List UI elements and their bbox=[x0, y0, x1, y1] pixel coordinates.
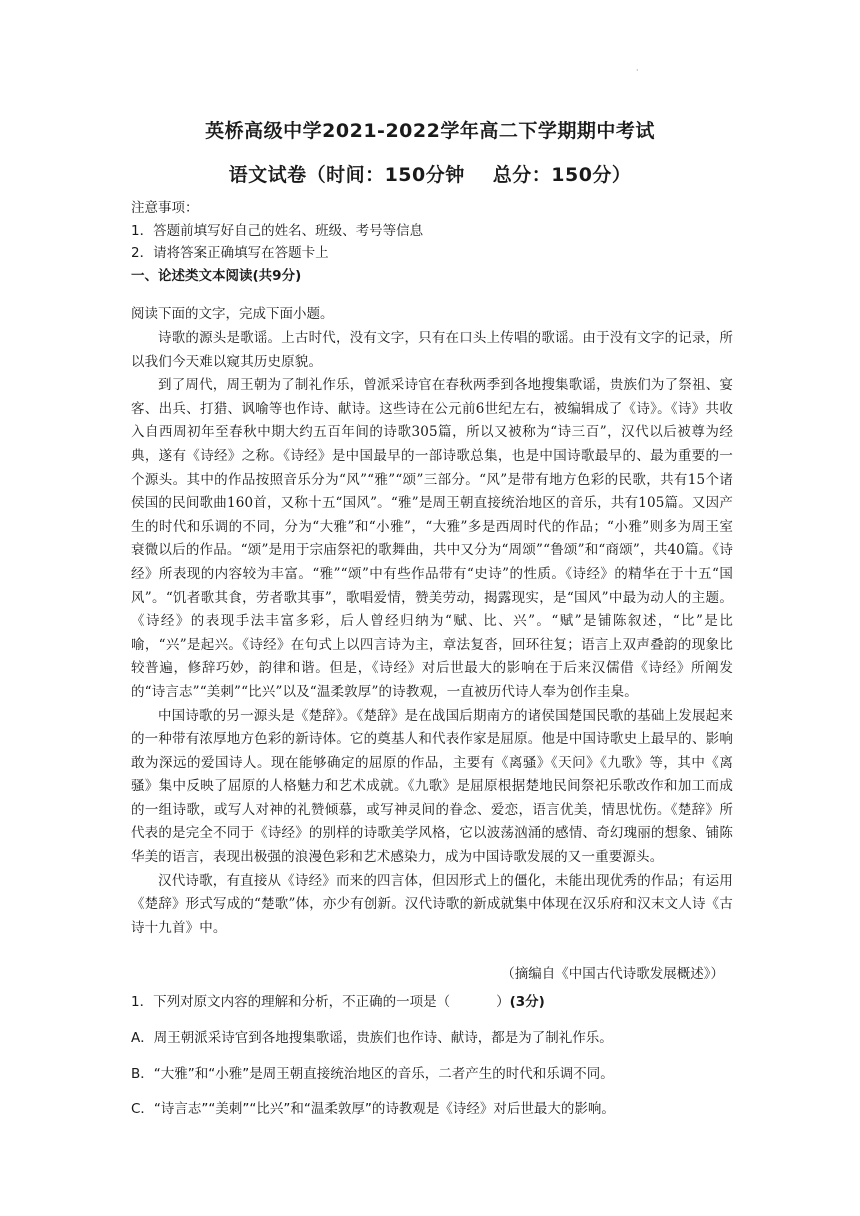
notes-block bbox=[131, 197, 731, 287]
subject-time: 语文试卷（时间：150分钟 bbox=[228, 164, 465, 186]
passage-paragraph: 中国诗歌的另一源头是《楚辞》。《楚辞》是在战国后期南方的诸侯国楚国民歌的基础上发展起来的一种带有浓厚地方色彩的新诗体。它的奠基人和代表作家是屈原。他是中国诗歌史上最早的、影响敢为深远的爱国诗人。现在能够确定的屈原的作品，主要有《离骚》《天问》《九歌》等，其中《离骚》集中反映了屈原的人格魅力和艺术成就。《九歌》是屈原根据楚地民间祭祀乐歌改作和加工而成的一组诗歌，或写人对神的礼赞倾慕，或写神灵间的眷念、爱恋，语言优美，情思忧伤。《楚辞》所代表的是完全不同于《诗经》的别样的诗歌美学风格，它以波荡汹涌的感情、奇幻瑰丽的想象、铺陈华美的语言，表现出极强的浪漫色彩和艺术感染力，成为中国诗歌发展的又一重要源头。 bbox=[131, 707, 733, 866]
option-a: A．周王朝派采诗官到各地搜集歌谣，贵族们也作诗、献诗，都是为了制礼作乐。 bbox=[131, 1030, 613, 1046]
passage-paragraph: 到了周代，周王朝为了制礼作乐，曾派采诗官在春秋两季到各地搜集歌谣，贵族们为了祭祖、宴客、出兵、打猎、讽喻等也作诗、献诗。这些诗在公元前6世纪左右，被编辑成了《诗》。《诗》共收入自西周初年至春秋中期大约五百年间的诗歌305篇，所以又被称为“诗三百”，汉代以后被尊为经典，遂有《诗经》之称。《诗经》是中国最早的一部诗歌总集，也是中国诗歌最早的、最为重要的一个源头。其中的作品按照音乐分为“风”“雅”“颂”三部分。“风”是带有地方色彩的民歌，共有15个诸侯国的民间歌曲160首，又称十五“国风”。“雅”是周王朝直接统治地区的音乐，共有105篇。又因产生的时代和乐调的不同，分为“大雅”和“小雅”，“大雅”多是西周时代的作品；“小雅”则多为周王室衰微以后的作品。“颂”是用于宗庙祭祀的歌舞曲，共中又分为“周颂”“鲁颂”和“商颂”，共40篇。《诗经》所表现的内容较为丰富。“雅”“颂”中有些作品带有“史诗”的性质。《诗经》的精华在于十五“国风”。“饥者歌其食，劳者歌其事”，歌唱爱情，赞美劳动，揭露现实，是“国风”中最为动人的主题。《诗经》的表现手法丰富多彩，后人曾经归纳为“赋、比、兴”。“赋”是铺陈叙述，“比”是比喻，“兴”是起兴。《诗经》在句式上以四言诗为主，章法复沓，回环往复；语言上双声叠韵的现象比较普遍，修辞巧妙，韵律和谐。但是，《诗经》对后世最大的影响在于后来汉儒借《诗经》所阐发的“诗言志”“美刺”“比兴”以及“温柔敦厚”的诗教观，一直被历代诗人奉为创作圭臬。 bbox=[131, 377, 733, 700]
question-1-stem bbox=[131, 990, 741, 1010]
question-score: (3分) bbox=[509, 994, 545, 1010]
exam-subtitle bbox=[0, 160, 860, 187]
passage-source: （摘编自《中国古代诗歌发展概述》） bbox=[501, 966, 724, 982]
passage-paragraph: 诗歌的源头是歌谣。上古时代，没有文字，只有在口头上传唱的歌谣。由于没有文字的记录，所以我们今天难以窥其历史原貌。 bbox=[131, 330, 733, 370]
reading-instruction: 阅读下面的文字，完成下面小题。 bbox=[131, 306, 334, 322]
notes-heading: 注意事项： bbox=[131, 200, 199, 216]
option-b: B．“大雅”和“小雅”是周王朝直接统治地区的音乐，二者产生的时代和乐调不同。 bbox=[131, 1066, 614, 1082]
page-mark: · bbox=[636, 66, 639, 75]
exam-title: 英桥高级中学2021-2022学年高二下学期期中考试 bbox=[205, 120, 655, 142]
note-item: 2．请将答案正确填写在答题卡上 bbox=[131, 245, 329, 261]
question-stem-text: 1．下列对原文内容的理解和分析，不正确的一项是（ bbox=[131, 994, 451, 1010]
note-item: 1．答题前填写好自己的姓名、班级、考号等信息 bbox=[131, 222, 424, 239]
reading-passage bbox=[131, 327, 733, 940]
passage-paragraph: 汉代诗歌，有直接从《诗经》而来的四言体，但因形式上的僵化，未能出现优秀的作品；有运用《楚辞》形式写成的“楚歌”体，亦少有创新。汉代诗歌的新成就集中体现在汉乐府和汉末文人诗《古诗十九首》中。 bbox=[131, 872, 733, 936]
question-stem-end: ） bbox=[496, 994, 510, 1010]
total-score: 总分：150分） bbox=[492, 164, 632, 186]
section-title: 一、论述类文本阅读(共9分) bbox=[131, 267, 302, 284]
option-c: C．“诗言志”“美刺”“比兴”和“温柔敦厚”的诗教观是《诗经》对后世最大的影响。 bbox=[131, 1101, 615, 1117]
